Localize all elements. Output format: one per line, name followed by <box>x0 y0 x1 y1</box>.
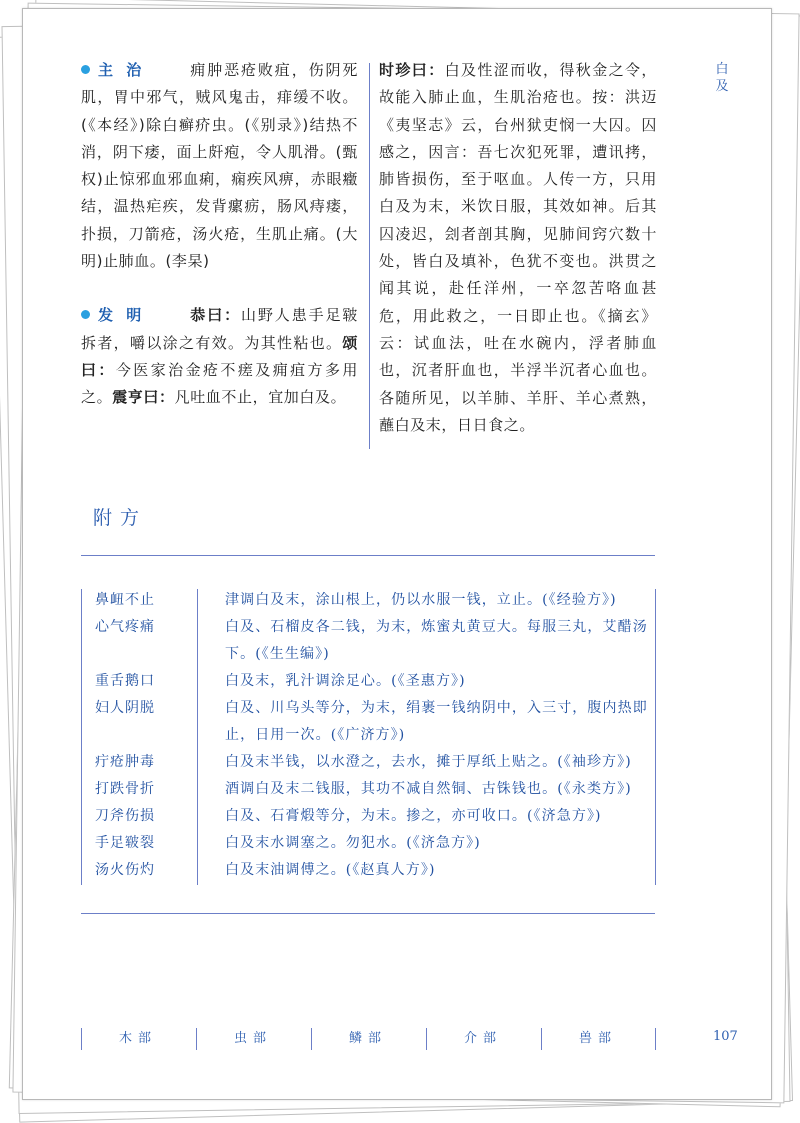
table-row <box>81 587 655 614</box>
footer-divider <box>655 1028 656 1050</box>
zhuzhi-paragraph <box>81 57 358 275</box>
speaker-label: 时珍曰： <box>379 61 445 79</box>
zhuzhi-heading: 主 治 <box>81 57 189 84</box>
prescription-text: 白及、石榴皮各二钱，为末，炼蜜丸黄豆大。每服三丸，艾醋汤下。(《生生编》) <box>225 619 648 662</box>
faming-text: 凡吐血不止，宜加白及。 <box>174 388 347 407</box>
column-divider <box>369 63 370 449</box>
prescription-name: 汤火伤灼 <box>95 862 155 878</box>
prescription-name: 妇人阴脱 <box>95 700 155 716</box>
prescription-text: 白及末水调塞之。勿犯水。(《济急方》) <box>225 835 481 851</box>
footer-tab-mu[interactable]: 木部 <box>118 1031 157 1046</box>
prescription-text: 白及末油调傅之。(《赵真人方》) <box>225 862 436 878</box>
prescription-text: 白及、川乌头等分，为末，绢裹一钱纳阴中，入三寸，腹内热即止，日用一次。(《广济方》) <box>225 700 648 743</box>
table-row <box>81 695 655 749</box>
prescription-text: 白及、石膏煅等分，为末。掺之，亦可收口。(《济急方》) <box>225 808 602 824</box>
herb-side-tab: 白及 <box>715 62 729 94</box>
speaker-label: 恭曰： <box>189 306 241 325</box>
table-row <box>81 857 655 884</box>
table-row <box>81 614 655 668</box>
prescription-text: 津调白及末，涂山根上，仍以水服一钱，立止。(《经验方》) <box>225 592 617 608</box>
prescription-name: 鼻衄不止 <box>95 592 155 608</box>
faming-text: 山野人患手足皲拆者，嚼以涂之有效。为其性粘也。 <box>81 306 358 352</box>
bullet-icon <box>81 65 90 74</box>
book-page <box>22 8 772 1100</box>
speaker-label: 震亨曰： <box>112 388 175 407</box>
prescription-text: 白及末，乳汁调涂足心。(《圣惠方》) <box>225 673 466 689</box>
faming-continuation <box>379 57 657 439</box>
prescription-text: 白及末半钱，以水澄之，去水，摊于厚纸上贴之。(《袖珍方》) <box>225 754 632 770</box>
prescription-name: 打跌骨折 <box>95 781 155 797</box>
prescription-text: 酒调白及末二钱服，其功不减自然铜、古铢钱也。(《永类方》) <box>225 781 632 797</box>
table-row <box>81 830 655 857</box>
faming-text: 今医家治金疮不瘥及痈疽方多用之。 <box>81 360 358 407</box>
left-column <box>81 57 358 412</box>
footer-tab-chong[interactable]: 虫部 <box>233 1031 272 1046</box>
faming-text: 白及性涩而收，得秋金之令，故能入肺止血，生肌治疮也。按：洪迈《夷坚志》云，台州狱吏悯一大囚。囚感之，因言：吾七次犯死罪，遭讯拷，肺皆损伤，至于呕血。人传一方，只用白及为末，米饮日服，其效如神。后其囚凌迟，刽者剖其胸，见肺间窍穴数十处，皆白及填补，色犹不变也。洪贯之闻其说，赴任洋州，一卒忽苦咯血甚危，用此救之，一日即止也。《摘玄》云：试血法，吐在水碗内，浮者肺血也，沉者肝血也，半浮半沉者心血也。各随所见，以羊肺、羊肝、羊心煮熟，蘸白及末，日日食之。 <box>379 61 657 434</box>
speaker-label: 颂曰： <box>81 333 358 379</box>
footer-tab-lin[interactable]: 鳞部 <box>348 1031 387 1046</box>
table-row <box>81 668 655 695</box>
footer-tab-shou[interactable]: 兽部 <box>578 1031 617 1046</box>
faming-heading: 发 明 <box>81 302 189 329</box>
prescription-name: 重舌鹅口 <box>95 673 155 689</box>
footer-tab-jie[interactable]: 介部 <box>463 1031 502 1046</box>
table-row <box>81 776 655 803</box>
page-number: 107 <box>713 1029 738 1044</box>
table-row <box>81 749 655 776</box>
zhuzhi-text: 痈肿恶疮败疽，伤阴死肌，胃中邪气，贼风鬼击，痱缓不收。(《本经》)除白癣疥虫。(《别录》)结热不消，阴下痿，面上皯疱，令人肌滑。(甄权)止惊邪血邪血痢，痫疾风痹，赤眼癥结，温热疟疾，发背瘰疬，肠风痔瘘，扑损，刀箭疮，汤火疮，生肌止痛。(大明)止肺血。(李杲) <box>81 61 358 271</box>
prescription-table <box>81 587 655 884</box>
fufang-title: 附方 <box>93 507 148 529</box>
rule-line <box>81 555 655 556</box>
right-column <box>379 57 657 439</box>
prescription-name: 手足皲裂 <box>95 835 155 851</box>
prescription-name: 疔疮肿毒 <box>95 754 155 770</box>
rule-line <box>81 913 655 914</box>
table-border <box>655 589 656 885</box>
footer-nav <box>81 1028 655 1050</box>
faming-paragraph <box>81 302 358 411</box>
prescription-name: 心气疼痛 <box>95 619 155 635</box>
prescription-name: 刀斧伤损 <box>95 808 155 824</box>
table-row <box>81 803 655 830</box>
bullet-icon <box>81 310 90 319</box>
